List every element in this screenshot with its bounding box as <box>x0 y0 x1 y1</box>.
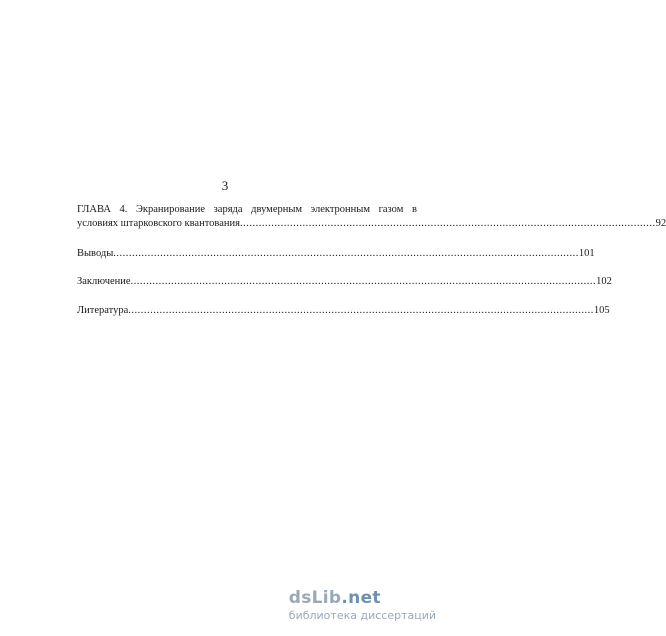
toc-summary-label: Заключение <box>77 276 131 287</box>
toc-chapter4-word: электронным <box>310 204 370 215</box>
watermark-logo <box>289 588 436 608</box>
toc-chapter4-word: заряда <box>213 204 243 215</box>
watermark-brand-part1: dsLib <box>288 588 342 608</box>
toc-chapter4-title-line1 <box>77 205 417 219</box>
toc-chapter4-entry <box>77 218 666 230</box>
table-of-contents <box>77 204 666 316</box>
toc-chapter4-title-line2: условиях штарковского квантования <box>77 218 240 229</box>
toc-summary-entry <box>77 276 612 288</box>
toc-chapter4-word: в <box>411 204 417 215</box>
toc-references-page: 105 <box>593 304 610 316</box>
toc-chapter4-word: Экранирование <box>135 204 206 215</box>
toc-chapter4-word: газом <box>378 204 404 215</box>
toc-references-label: Литература <box>77 304 129 316</box>
toc-references-entry <box>77 304 610 317</box>
toc-leader-dots: ..................................................................................................................................................... <box>128 304 594 316</box>
toc-chapter4-word: двумерным <box>251 204 303 215</box>
page-number: 3 <box>221 178 229 193</box>
watermark-subtitle: библиотека диссертаций <box>288 609 436 622</box>
toc-leader-dots: ..................................................................................................................................................... <box>113 247 579 259</box>
toc-leader-dots: ..................................................................................................................................................... <box>130 276 597 287</box>
watermark-brand-part2: .net <box>341 588 381 608</box>
toc-chapter4-word: ГЛАВА <box>77 204 111 215</box>
toc-summary-page: 102 <box>596 276 612 287</box>
toc-chapter4-page: 92 <box>655 218 666 229</box>
site-watermark <box>289 588 436 622</box>
toc-conclusions-page: 101 <box>578 247 595 259</box>
toc-chapter4-word: 4. <box>119 204 128 215</box>
toc-conclusions-entry <box>77 247 595 260</box>
toc-leader-dots: ..................................................................................................................................... <box>239 218 656 229</box>
toc-conclusions-label: Выводы <box>77 247 114 259</box>
